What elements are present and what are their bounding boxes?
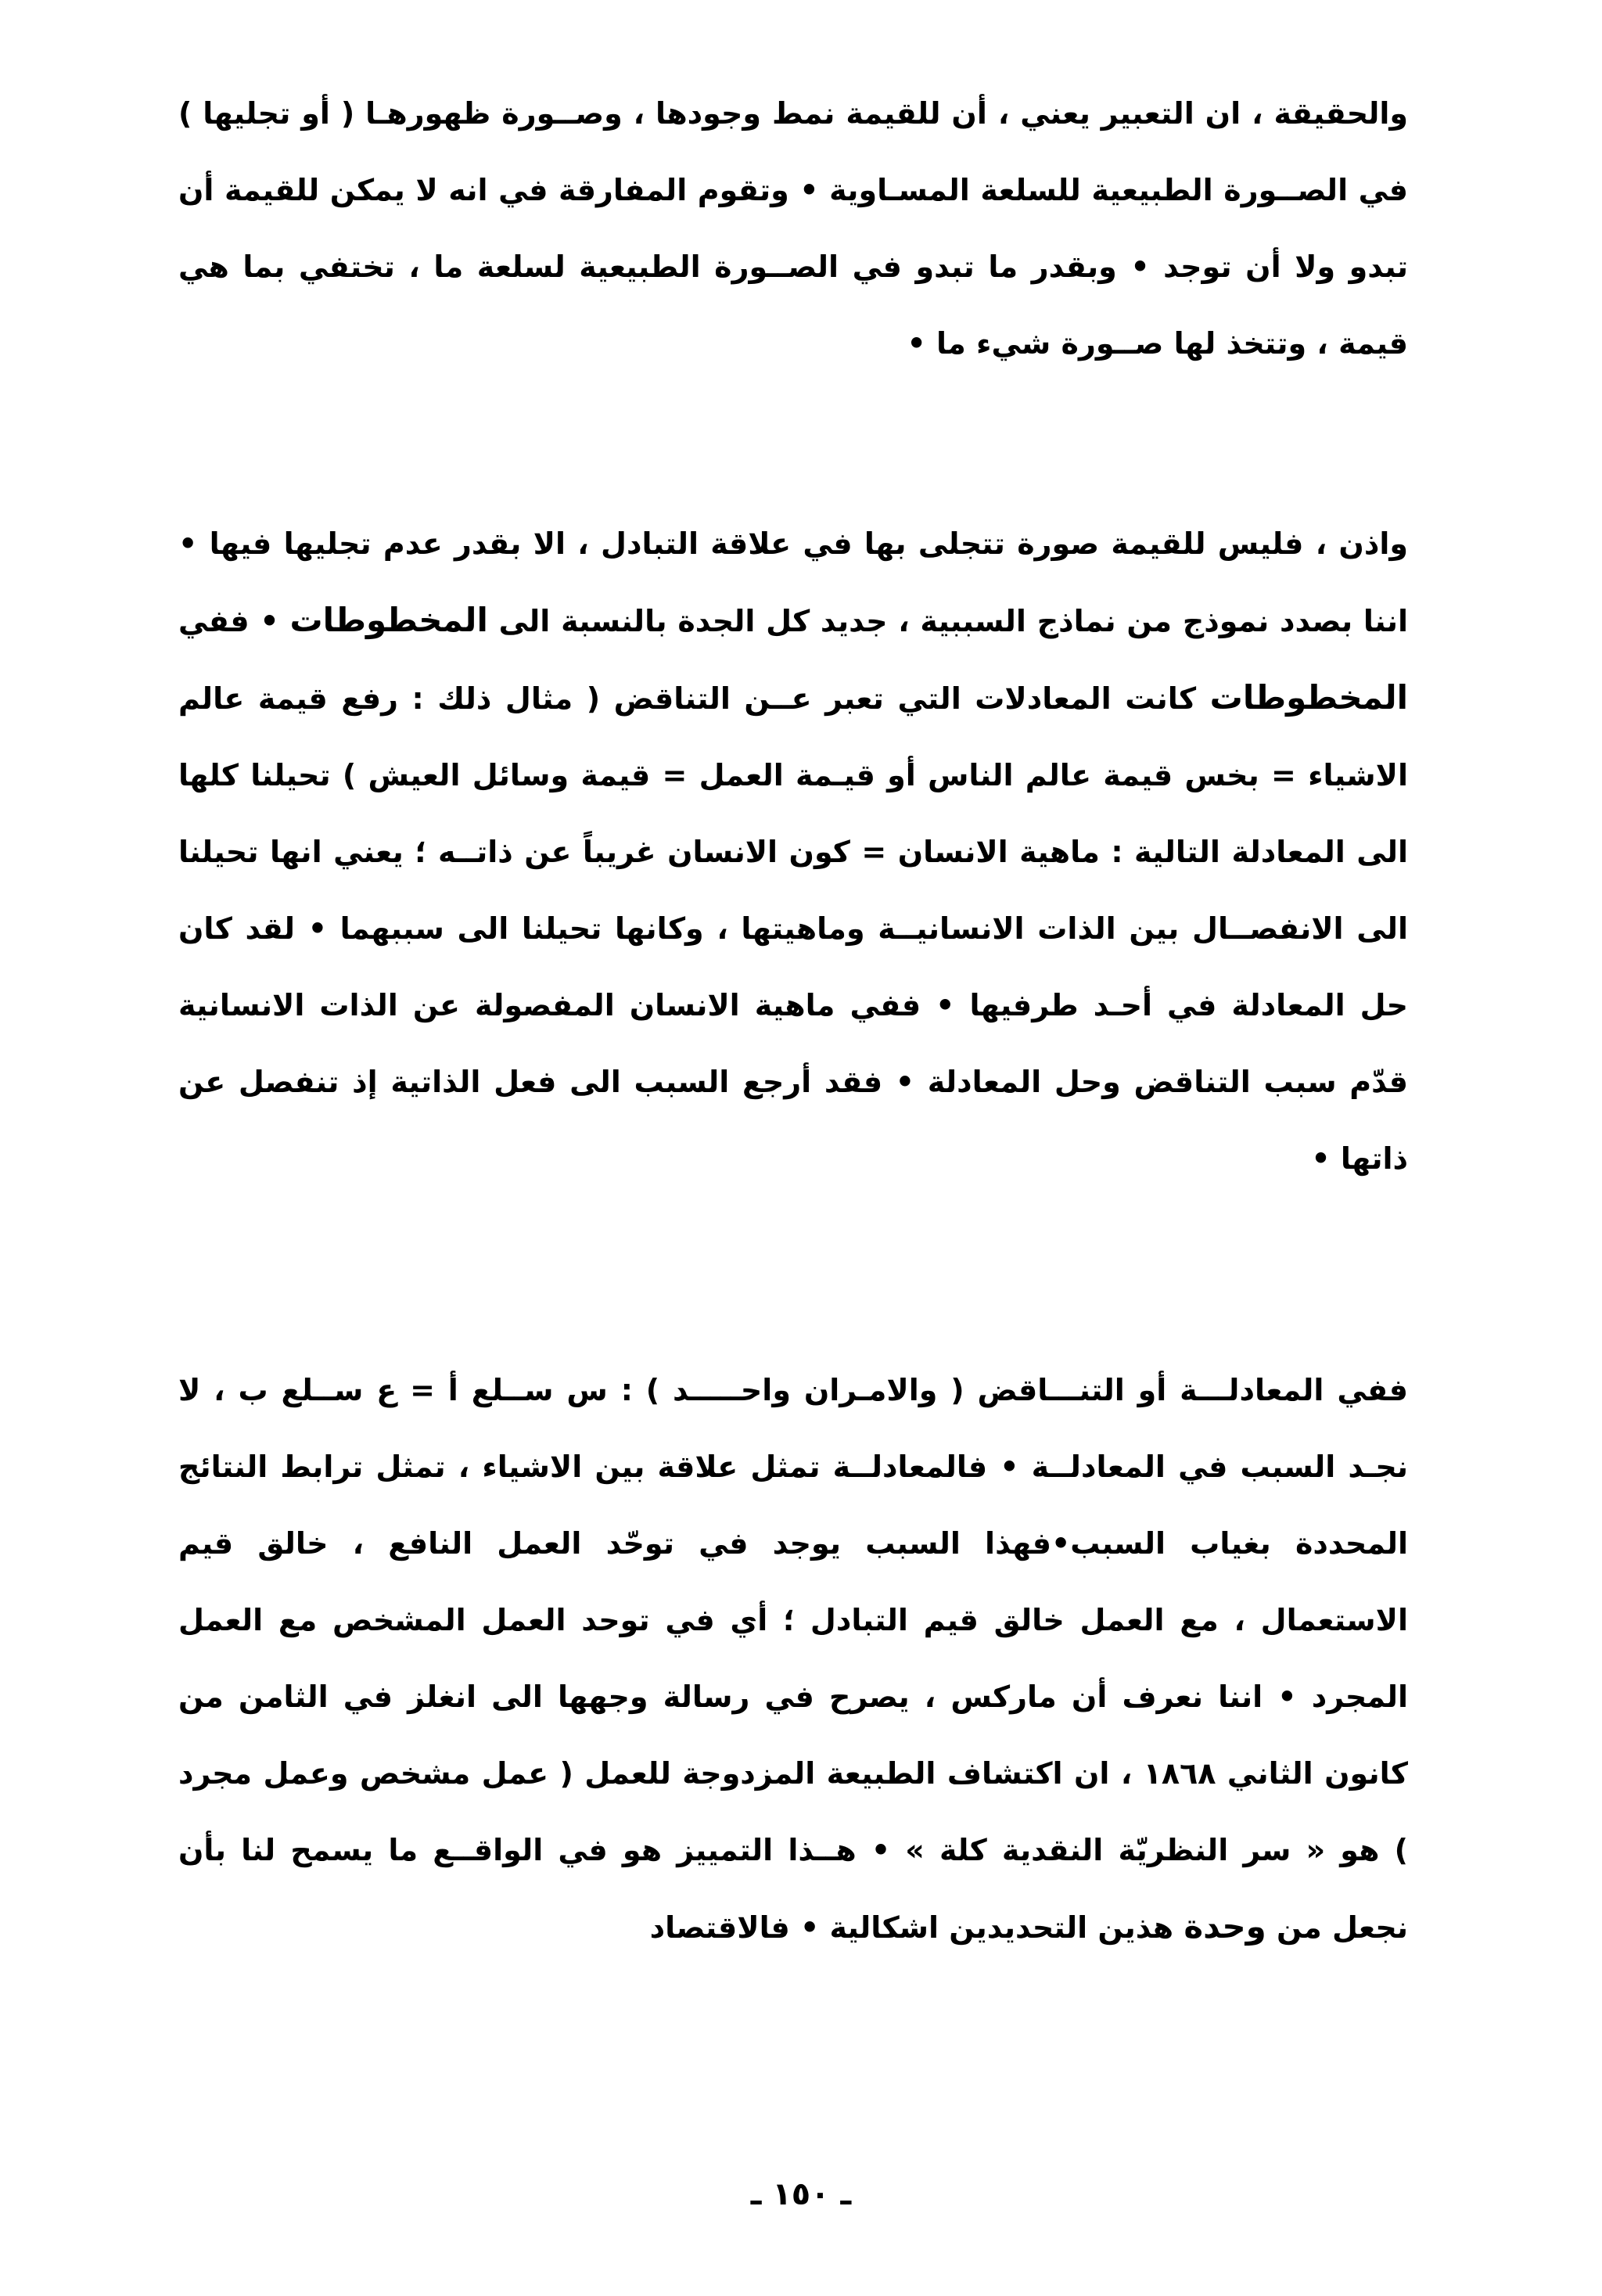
- paragraph-1: [178, 75, 1408, 382]
- paragraph-2-part-5: كانت المعادلات التي تعبر عــن التناقض ( مثال ذلك : رفع قيمة عالم الاشياء = بخس قيمة عالم الناس أو قيـمة العمل = قيمة وسائل العيش ) تحيلنا كلها الى المعادلة التالية : ماهية الانسان = كون الانسان غريباً عن ذاتــه ؛ يعني انها تحيلنا الى الانفصــال بين الذات الانسانيــة وماهيتها ، وكانها تحيلنا الى سببهما • لقد كان حل المعادلة في أحـد طرفيها • ففي ماهية الانسان المفصولة عن الذات الانسانية قدّم سبب التناقض وحل المعادلة • فقد أرجع السبب الى فعل الذاتية إذ تنفصل عن ذاتها •: [178, 681, 1408, 1176]
- paragraph-2-part-1: واذن ، فليس للقيمة صورة تتجلى بها في علاقة التبادل ، الا بقدر عدم تجليها فيها • اننا بصدد نموذج من نماذج السببية ، جديد كل الجدة بالنسبة الى: [178, 526, 1408, 638]
- paragraph-2-part-3: • ففي: [178, 604, 290, 638]
- paragraph-3-text: [178, 1352, 1408, 1966]
- page-number: ـ ١٥٠ ـ: [750, 2176, 852, 2212]
- paragraph-3: [178, 1352, 1408, 1966]
- paragraph-2-text: [178, 505, 1408, 1197]
- emphasized-term: المخطوطات: [289, 601, 488, 639]
- paragraph-3-part-1: ففي المعادلـــة أو التنـــاقض ( والامـران واحـــــد ) : س ســلع أ = ع ســلع ب ، لا نجـد السبب في المعادلــة • فالمعادلــة تمثل علاقة بين الاشياء ، تمثل ترابط النتائج المحددة بغياب السبب•فهذا السبب يوجد في توحّد العمل النافع ، خالق قيم الاستعمال ، مع العمل خالق قيم التبادل ؛ أي في توحد العمل المشخص مع العمل المجرد • اننا نعرف أن ماركس ، يصرح في رسالة وجهها الى انغلز في الثامن من كانون الثاني ١٨٦٨ ، ان اكتشاف الطبيعة المزدوجة للعمل ( عمل مشخص وعمل مجرد ) هو « سر النظريّة النقدية كلة » • هــذا التمييز هو في الواقــع ما يسمح لنا بأن نجعل من: [178, 1373, 1409, 1945]
- paragraph-1-text: [178, 75, 1408, 382]
- paragraph-3-part-3: هذين التحديدين اشكالية • فالاقتصاد: [649, 1910, 1184, 1945]
- paragraph-1-part-1: والحقيقة ، ان التعبير يعني ، أن للقيمة نمط وجودها ، وصــورة ظهورهـا ( أو تجليها ) في الصــورة الطبيعية للسلعة المسـاوية • وتقوم المفارقة في انه لا يمكن للقيمة أن تبدو ولا أن توجد • وبقدر ما تبدو في الصــورة الطبيعية لسلعة ما ، تختفي بما هي قيمة ، وتتخذ لها صــورة شيء ما •: [178, 96, 1408, 361]
- paragraph-2: [178, 505, 1408, 1197]
- emphasized-term: وحدة: [1184, 1907, 1266, 1946]
- emphasized-term: المخطوطات: [1209, 678, 1408, 717]
